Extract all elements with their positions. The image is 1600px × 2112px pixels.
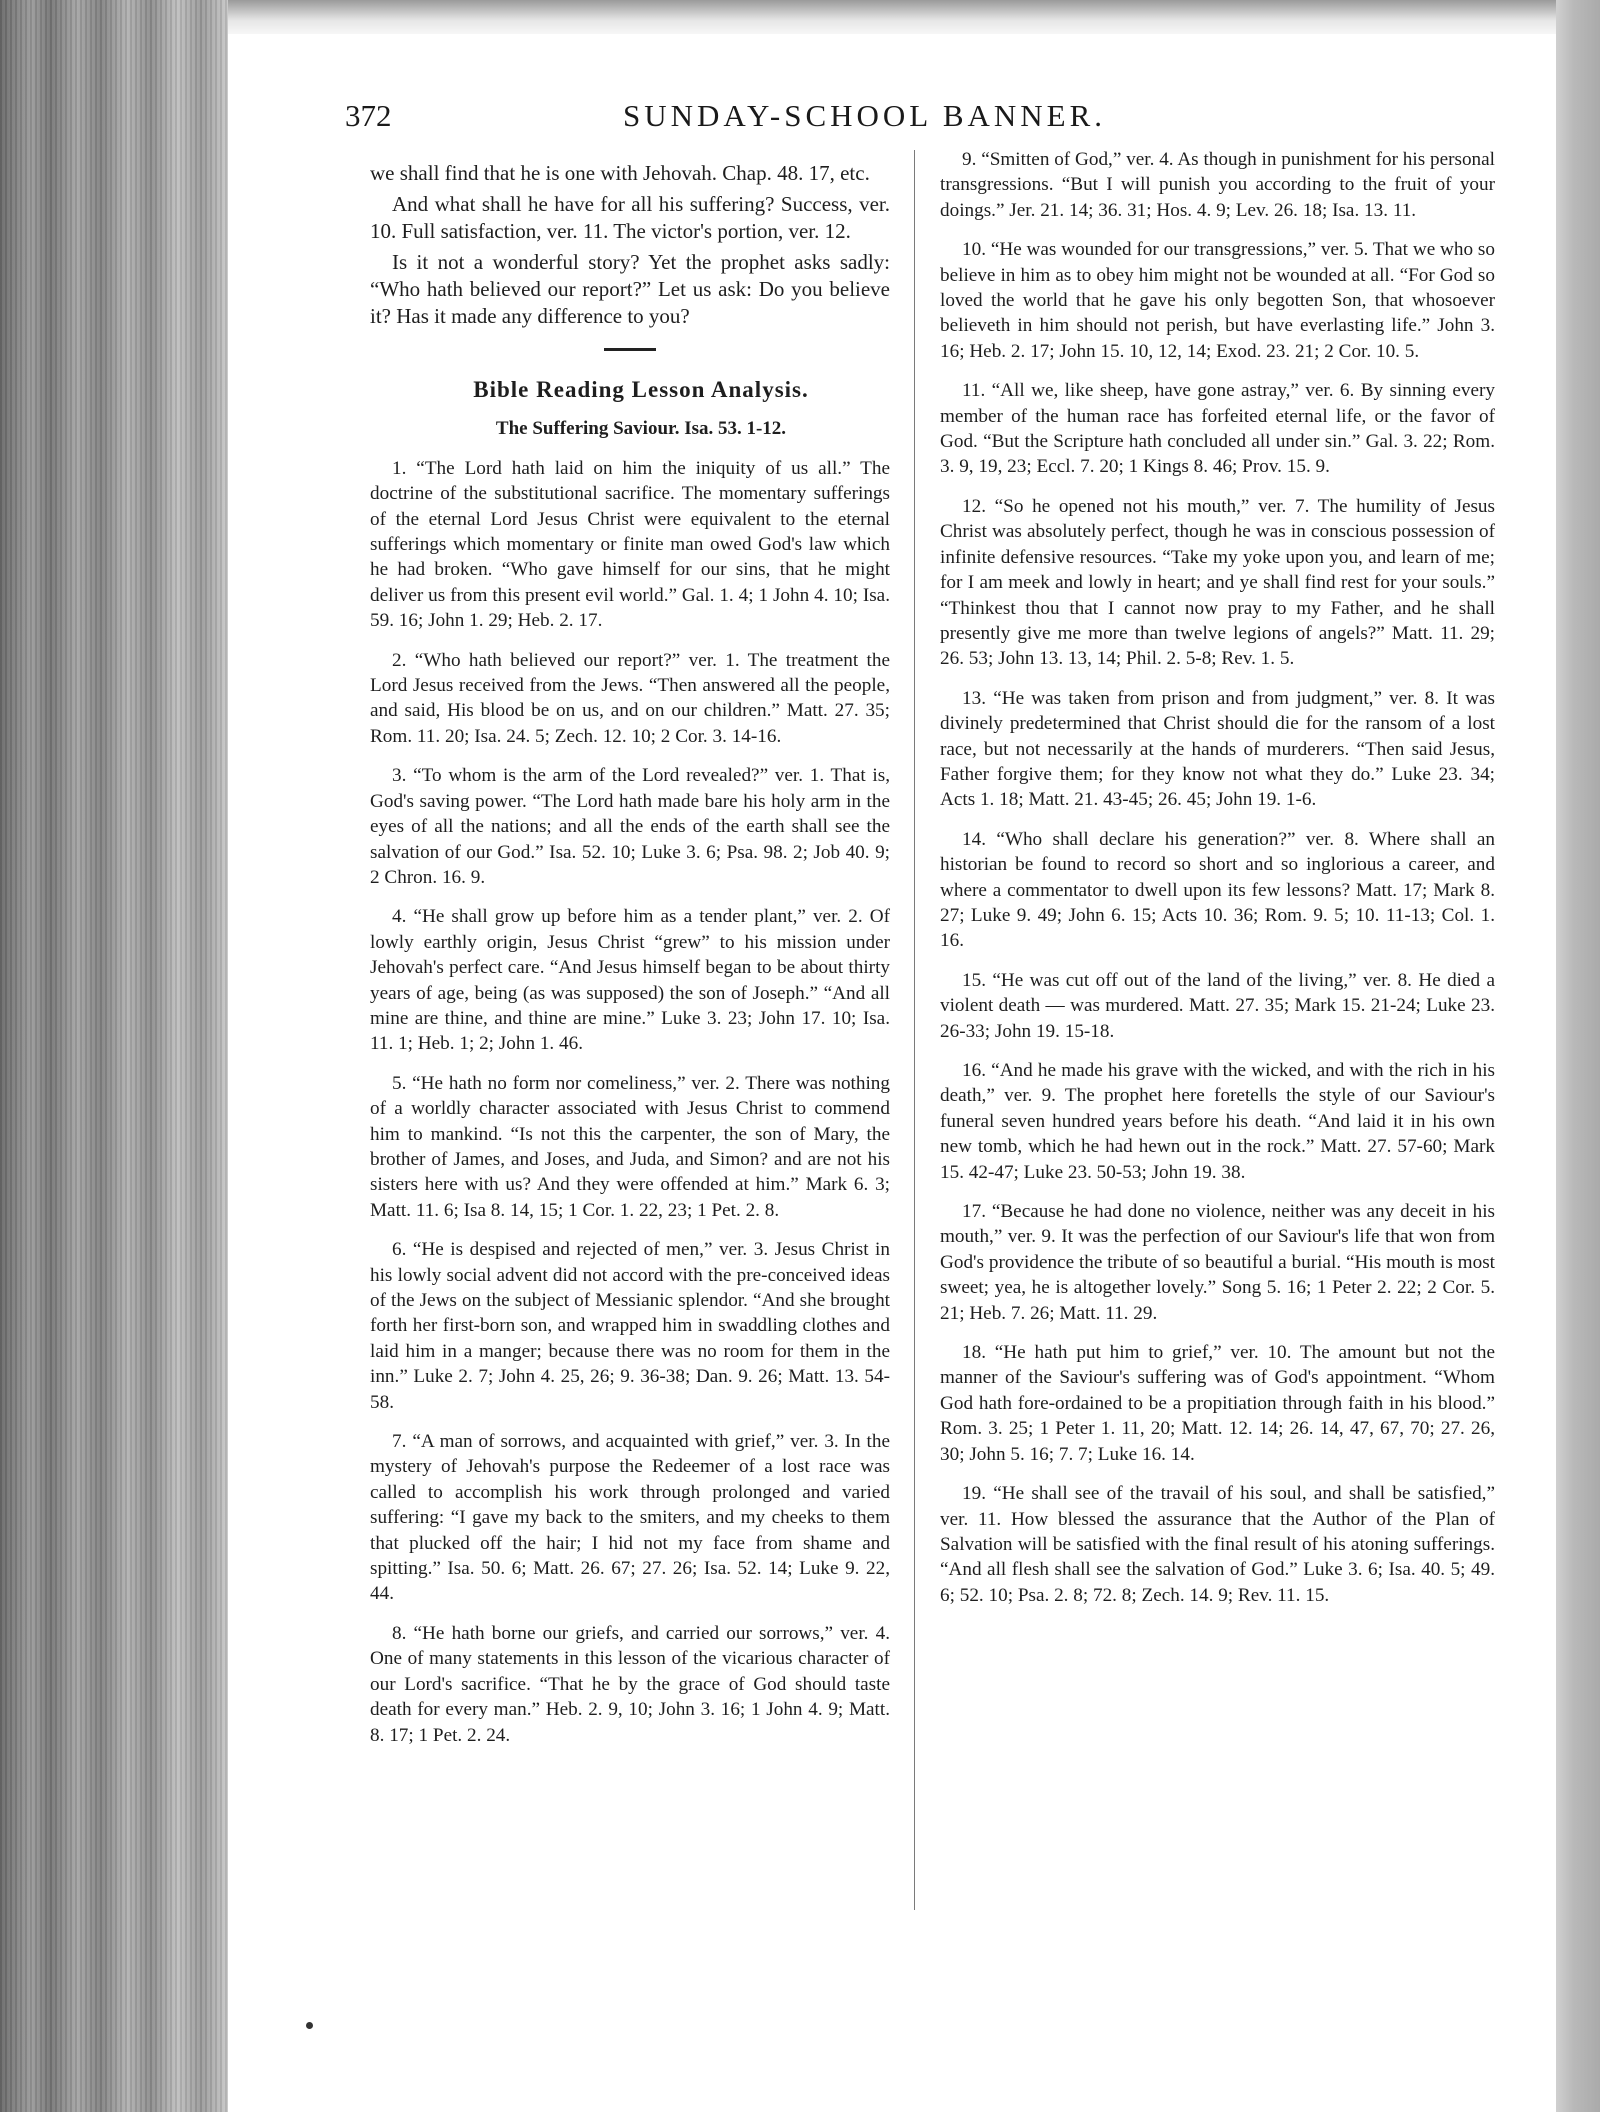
analysis-item: 7. “A man of sorrows, and acquainted with grief,” ver. 3. In the mystery of Jehovah's purpose the Redeemer of a lost race was called to accomplish his work through prolonged and varied suffering: “I gave my back to the smiters, and my cheeks to them that plucked off the hair; I hid not my face from shame and spitting.” Isa. 50. 6; Matt. 26. 67; 27. 26; Isa. 52. 14; Luke 9. 22, 44. <box>370 1431 890 1605</box>
section-divider <box>604 348 656 351</box>
right-page-strip <box>1556 0 1600 2112</box>
analysis-item: 2. “Who hath believed our report?” ver. 1. The treatment the Lord Jesus received from the Jews. “Then answered all the people, and said, His blood be on us, and on our children.” Matt. 27. 35; Rom. 11. 20; Isa. 24. 5; Zech. 12. 10; 2 Cor. 3. 14-16. <box>370 649 890 747</box>
analysis-item: 17. “Because he had done no violence, neither was any deceit in his mouth,” ver. 9. It was the perfection of our Saviour's life that won from God's providence the tribute of so beautiful a burial. “His mouth is most sweet; yea, he is altogether lovely.” Song 5. 16; 1 Peter 2. 22; 2 Cor. 5. 21; Heb. 7. 26; Matt. 11. 29. <box>940 1201 1495 1324</box>
top-page-shadow <box>228 0 1568 34</box>
analysis-item: 18. “He hath put him to grief,” ver. 10. The amount but not the manner of the Saviour's suffering was of God's appointment. “Whom God hath fore-ordained to be a propitiation through faith in his blood.” Rom. 3. 25; 1 Peter 1. 11, 20; Matt. 12. 14; 26. 14, 47, 67, 70; 27. 26, 30; John 5. 16; 7. 7; Luke 16. 14. <box>940 1342 1495 1465</box>
section-subtitle: The Suffering Saviour. Isa. 53. 1-12. <box>495 418 787 440</box>
analysis-item: 11. “All we, like sheep, have gone astray,” ver. 6. By sinning every member of the human race has forfeited eternal life, or the favor of God. “But the Scripture hath concluded all under sin.” Gal. 3. 22; Rom. 3. 9, 19, 23; Eccl. 7. 20; 1 Kings 8. 46; Prov. 15. 9. <box>940 380 1495 478</box>
analysis-item: 5. “He hath no form nor comeliness,” ver. 2. There was nothing of a worldly character associated with Jesus Christ to commend him to mankind. “Is not this the carpenter, the son of Mary, the brother of James, and Joses, and Juda, and Simon? and are not his sisters here with us? And they were offended at him.” Mark 6. 3; Matt. 11. 6; Isa 8. 14, 15; 1 Cor. 1. 22, 23; 1 Pet. 2. 8. <box>370 1072 890 1221</box>
analysis-item: 1. “The Lord hath laid on him the iniquity of us all.” The doctrine of the substitutional sacrifice. The momentary sufferings of the eternal Lord Jesus Christ were equivalent to the eternal sufferings which momentary or finite man owed God's law which he had broken. “Who gave himself for our sins, that he might deliver us from this present evil world.” Gal. 1. 4; 1 John 4. 10; Isa. 59. 16; John 1. 29; Heb. 2. 17. <box>370 457 890 632</box>
analysis-item: 19. “He shall see of the travail of his soul, and shall be satisfied,” ver. 11. How blessed the assurance that the Author of the Plan of Salvation will be satisfied with the final result of his atoning sufferings. “And all flesh shall see the salvation of God.” Luke 3. 6; Isa. 40. 5; 49. 6; 52. 10; Psa. 2. 8; 72. 8; Zech. 14. 9; Rev. 11. 15. <box>940 1483 1495 1606</box>
analysis-item: 10. “He was wounded for our transgressions,” ver. 5. That we who so believe in him as to obey him might not be wounded at all. “For God so loved the world that he gave his only begotten Son, that whosoever believeth in him should not perish, but have everlasting life.” John 3. 16; Heb. 2. 17; John 15. 10, 12, 14; Exod. 23. 21; 2 Cor. 10. 5. <box>940 239 1495 362</box>
running-title: SUNDAY-SCHOOL BANNER. <box>623 98 1107 133</box>
book-page-edges <box>0 0 228 2112</box>
analysis-item: 4. “He shall grow up before him as a tender plant,” ver. 2. Of lowly earthly origin, Jesus Christ “grew” to his mission under Jehovah's perfect care. “And Jesus himself began to be about thirty years of age, being (as was supposed) the son of Joseph.” “And all mine are thine, and thine are mine.” Luke 3. 23; John 17. 10; Isa. 11. 1; Heb. 1; 2; John 1. 46. <box>370 906 890 1055</box>
analysis-item: 6. “He is despised and rejected of men,” ver. 3. Jesus Christ in his lowly social advent did not accord with the pre-conceived ideas of the Jews on the subject of Messianic splendor. “And she brought forth her first-born son, and wrapped him in swaddling clothes and laid him in a manger; because there was no room for them in the inn.” Luke 2. 7; John 4. 25, 26; 9. 36-38; Dan. 9. 26; Matt. 13. 54-58. <box>370 1239 890 1413</box>
intro-paragraph: Is it not a wonderful story? Yet the prophet asks sadly: “Who hath believed our report?” Let us ask: Do you believe it? Has it made any difference to you? <box>370 250 890 328</box>
right-column <box>940 147 1495 1622</box>
left-column <box>370 160 890 1762</box>
analysis-item: 14. “Who shall declare his generation?” ver. 8. Where shall an historian be found to record so short and so inglorious a career, and where a commentator to dwell upon its few lessons? Matt. 17; Mark 8. 27; Luke 9. 49; John 6. 15; Acts 10. 36; Rom. 9. 5; 10. 11-13; Col. 1. 16. <box>940 828 1495 952</box>
page-number: 372 <box>345 98 392 133</box>
intro-paragraph: we shall find that he is one with Jehovah. Chap. 48. 17, etc. <box>370 161 870 185</box>
column-divider <box>914 150 915 1910</box>
intro-paragraph: And what shall he have for all his suffering? Success, ver. 10. Full satisfaction, ver. 11. The victor's portion, ver. 12. <box>370 192 890 243</box>
analysis-item: 12. “So he opened not his mouth,” ver. 7. The humility of Jesus Christ was absolutely perfect, though he was in conscious possession of infinite defensive resources. “Take my yoke upon you, and learn of me; for I am meek and lowly in heart; and ye shall find rest for your souls.” “Thinkest thou that I cannot now pray to my Father, and he shall presently give me more than twelve legions of angels?” Matt. 11. 29; 26. 53; John 13. 13, 14; Phil. 2. 5-8; Rev. 1. 5. <box>940 495 1495 670</box>
analysis-item: 8. “He hath borne our griefs, and carried our sorrows,” ver. 4. One of many statements in this lesson of the vicarious character of our Lord's sacrifice. “That he by the grace of God should taste death for every man.” Heb. 2. 9, 10; John 3. 16; 1 John 4. 9; Matt. 8. 17; 1 Pet. 2. 24. <box>370 1622 890 1746</box>
analysis-item: 3. “To whom is the arm of the Lord revealed?” ver. 1. That is, God's saving power. “The Lord hath made bare his holy arm in the eyes of all the nations; and all the ends of the earth shall see the salvation of our God.” Isa. 52. 10; Luke 3. 6; Psa. 98. 2; Job 40. 9; 2 Chron. 16. 9. <box>370 765 890 888</box>
analysis-item: 15. “He was cut off out of the land of the living,” ver. 8. He died a violent death — was murdered. Matt. 27. 35; Mark 15. 21-24; Luke 23. 26-33; John 19. 15-18. <box>940 969 1495 1042</box>
analysis-item: 16. “And he made his grave with the wicked, and with the rich in his death,” ver. 9. The prophet here foretells the style of our Saviour's funeral seven hundred years before his death. “And laid it in his own new tomb, which he had hewn out in the rock.” Matt. 27. 57-60; Mark 15. 42-47; Luke 23. 50-53; John 19. 38. <box>940 1060 1495 1183</box>
analysis-item: 13. “He was taken from prison and from judgment,” ver. 8. It was divinely predetermined that Christ should die for the ransom of a lost race, but not necessarily at the hands of murderers. “Then said Jesus, Father forgive them; for they know not what they do.” Luke 23. 34; Acts 1. 18; Matt. 21. 43-45; 26. 45; John 19. 1-6. <box>940 687 1495 811</box>
section-title: Bible Reading Lesson Analysis. <box>473 377 809 402</box>
page-header <box>345 98 1345 138</box>
analysis-item: 9. “Smitten of God,” ver. 4. As though in punishment for his personal transgressions. “But I will punish you according to the fruit of your doings.” Jer. 21. 14; 36. 31; Hos. 4. 9; Lev. 26. 18; Isa. 13. 11. <box>940 149 1495 221</box>
ink-speck <box>306 2022 313 2029</box>
